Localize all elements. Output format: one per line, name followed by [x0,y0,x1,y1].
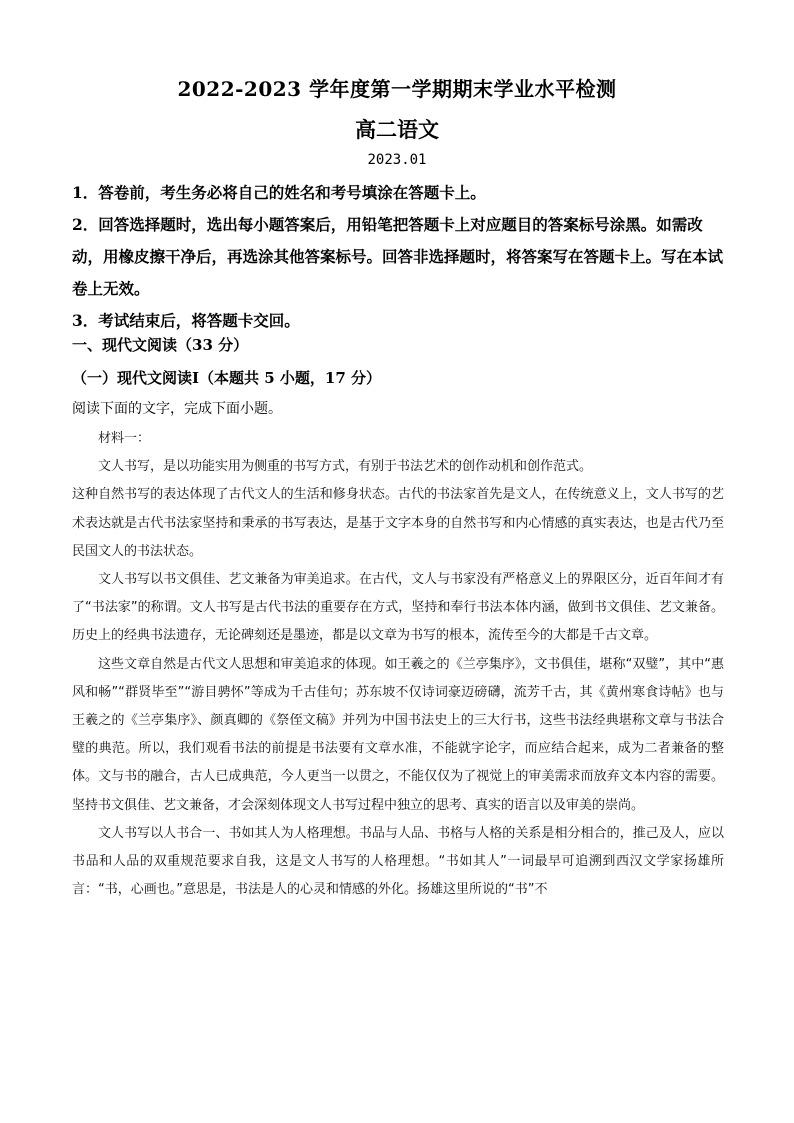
reading-instruction: 阅读下面的文字，完成下面小题。 [72,401,282,417]
exam-instructions [72,177,724,337]
material-paragraph: 文人书写以书文俱佳、艺文兼备为审美追求。在古代，文人与书家没有严格意义上的界限区分，近百年间才有了“书法家”的称谓。文人书写是古代书法的重要存在方式，坚持和奉行书法本体内涵，做到书文俱佳、艺文兼备。历史上的经典书法遗存，无论碑刻还是墨迹，都是以文章为书写的根本，流传至今的大都是千古文章。 [72,572,724,644]
subject-title: 高二语文 [355,117,439,142]
material-label: 材料一： [98,431,151,446]
reading-material [72,425,724,904]
instruction-item: 2．回答选择题时，选出每小题答案后，用铅笔把答题卡上对应题目的答案标号涂黑。如需改动，用橡皮擦干净后，再选涂其他答案标号。回答非选择题时，将答案写在答题卡上。写在本试卷上无效。 [72,215,724,298]
material-paragraph: 这种自然书写的表达体现了古代文人的生活和修身状态。古代的书法家首先是文人，在传统意义上，文人书写的艺术表达就是古代书法家坚持和秉承的书写表达，是基于文字本身的自然书写和内心情感的真实表达，也是古代乃至民国文人的书法状态。 [72,487,724,559]
part-heading: 一、现代文阅读（33 分） [72,336,249,354]
sub-heading: （一）现代文阅读Ⅰ（本题共 5 小题，17 分） [72,369,381,387]
exam-date: 2023.01 [367,152,427,168]
exam-title: 2022-2023 学年度第一学期期末学业水平检测 [177,77,617,101]
material-paragraph: 文人书写以人书合一、书如其人为人格理想。书品与人品、书格与人格的关系是相分相合的，推己及人，应以书品和人品的双重规范要求自我，这是文人书写的人格理想。“书如其人”一词最早可追溯到西汉文学家扬雄所言：“书，心画也。”意思是，书法是人的心灵和情感的外化。扬雄这里所说的“书”不 [72,825,724,898]
instruction-item: 1．答卷前，考生务必将自己的姓名和考号填涂在答题卡上。 [72,183,486,202]
material-paragraph: 这些文章自然是古代文人思想和审美追求的体现。如王羲之的《兰亭集序》，文书俱佳，堪称“双璧”，其中“惠风和畅”“群贤毕至”“游目骋怀”等成为千古佳句；苏东坡不仅诗词豪迈磅礴，流芳千古，其《黄州寒食诗帖》也与王羲之的《兰亭集序》、颜真卿的《祭侄文稿》并列为中国书法史上的三大行书，这些书法经典堪称文章与书法合璧的典范。所以，我们观看书法的前提是书法要有文章水准，不能就字论字，而应结合起来，成为二者兼备的整体。文与书的融合，古人已成典范，今人更当一以贯之，不能仅仅为了视觉上的审美需求而放弃文本内容的需要。坚持书文俱佳、艺文兼备，才会深刻体现文人书写过程中独立的思考、真实的语言以及审美的崇尚。 [72,656,724,813]
instruction-item: 3．考试结束后，将答题卡交回。 [72,311,300,330]
material-paragraph: 文人书写，是以功能实用为侧重的书写方式，有别于书法艺术的创作动机和创作范式。 [98,459,593,475]
